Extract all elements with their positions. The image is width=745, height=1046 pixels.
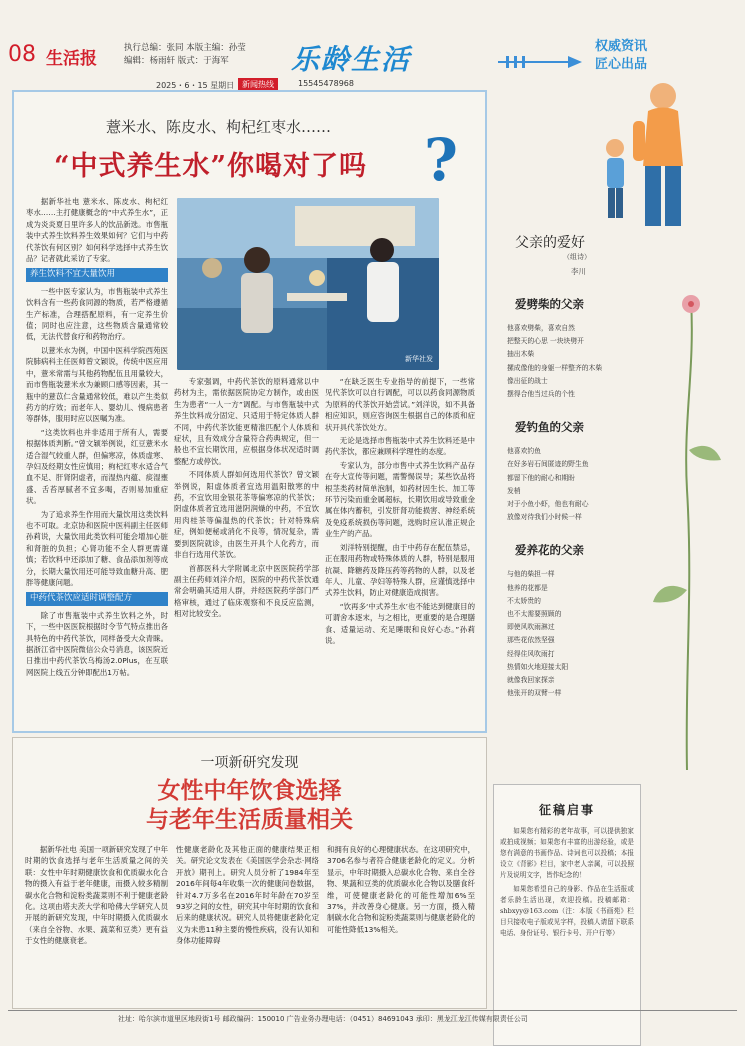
paragraph: 专家认为，部分市售中式养生饮料产品存在夸大宣传等问题，需警惕误导；某些饮品将根茎类药材简单泡制，如药材因生长、加工等环节污染而重金属超标，长期饮用或导致重金属在体内蓄积，引发肝肾功能损害、神经系统及免疫系统损伤等问题，选购时应认准正规企业生产的产品。 xyxy=(325,460,475,539)
bottom-column-3 xyxy=(327,844,475,937)
poem-body xyxy=(507,286,642,700)
brand-line2: 匠心出品 xyxy=(595,57,648,72)
poem-author: 李川 xyxy=(571,267,586,276)
poem-line: 对于小鱼小虾，他也有耐心 xyxy=(507,500,589,509)
right-sidebar xyxy=(493,90,733,1009)
poem-line: 发梢 xyxy=(507,486,521,495)
poem-line: 他养的花都是 xyxy=(507,583,548,592)
poem-line: 他喜欢劈柴，喜欢自然 xyxy=(507,324,575,332)
poem-line: 热情如火地迎接太阳 xyxy=(507,662,569,671)
poem-line: 与他的柴担一样 xyxy=(507,570,555,579)
paper-name: 生活报 xyxy=(46,49,97,69)
poem-line: 抽出木柴 xyxy=(507,350,535,359)
paragraph: 刘洋特别提醒，由于中药存在配伍禁忌，正在服用药物或特殊体质的人群，特别是服用抗凝、降糖药及降压药等药物的人群，以及老年人、儿童、孕妇等特殊人群，应谨慎选择中式养生饮料，防止对健康造成损害。 xyxy=(325,542,475,598)
paragraph: 性健康老龄化及其他正面的健康结果正相关。研究论文发表在《美国医学会杂志·网络开放》期刊上。研究人员分析了1984年至2016年间每4年收集一次的健康问卷数据，针对4.7万多名在2016年时年龄在70岁至93岁之间的女性，研究其中年时期的饮食和后来的健康状况。研究人员将健康老龄化定义为未患11种主要的慢性疾病，没有认知和身体功能障碍 xyxy=(176,845,319,946)
bottom-headline-line1: 女性中年饮食选择 xyxy=(157,777,342,804)
paragraph: 无论是选择市售瓶装中式养生饮料还是中药代茶饮，都应兼顾科学理性的态度。 xyxy=(325,436,475,457)
photo-caption: 新华社发 xyxy=(405,355,433,363)
paragraph: 和拥有良好的心理健康状态。在这项研究中，3706名参与者符合健康老龄化的定义。分析显示，中年时期摄入总碳水化合物、来自全谷物、果蔬和豆类的优质碳水化合物以及膳食纤维，可使健康老龄化的可能性增加6%至37%，并改善身心健康。另一方面，摄入精制碳水化合物和淀粉类蔬菜则与健康老龄化的可能性降低13%相关。 xyxy=(327,845,475,934)
paragraph: 一些中医专家认为，市售瓶装中式养生饮料含有一些药食同源的物质，若严格遵循生产标准，合理搭配原料，有一定养生价值；同时也应注意，这些物质含量通常较低，无法代替食疗和药物治疗。 xyxy=(26,286,168,342)
poem-line: 像出征的战士 xyxy=(507,376,548,385)
poem-line: 经得住风吹雨打 xyxy=(507,649,555,658)
dateline: 2025・6・15 星期日 xyxy=(156,81,235,90)
column-title: 乐龄生活 xyxy=(291,43,412,76)
article-kicker: 薏米水、陈皮水、枸杞红枣水…… xyxy=(106,118,332,136)
credits xyxy=(124,42,246,68)
article-column-1 xyxy=(26,196,168,680)
poem-line: 他喜欢钓鱼 xyxy=(507,447,541,456)
poem-line: 也不太需要照顾的 xyxy=(507,610,562,619)
article-headline: “中式养生水”你喝对了吗 xyxy=(54,151,368,182)
question-mark-graphic: ? xyxy=(424,126,458,194)
bottom-headline xyxy=(13,776,486,834)
flower-illustration xyxy=(647,290,731,770)
page-number: 08 xyxy=(8,42,36,67)
father-child-illustration xyxy=(553,66,733,236)
credits-line2: 编辑：杨雨轩 版式：于海军 xyxy=(124,56,229,66)
paragraph: 不同体质人群如何选用代茶饮？曾文颖举例说，阳虚体质者宜选用温阳散寒的中药，不宜饮用金银花茶等偏寒凉的代茶饮；阴虚体质者宜选用滋阴润燥的中药，不宜饮用肉桂茶等偏温热的代茶饮；针对特殊病症，例如便秘或消化不良等，情况复杂，需要到医院就诊，由医生开具个人化药方，而非自行选用代茶饮。 xyxy=(174,470,319,560)
paragraph: 据新华社电 美国一项新研究发现了中年时期的饮食选择与老年生活质量之间的关联：女性中年时期健康饮食和优质碳水化合物的摄入有益于老年健康，而摄入较多精制碳水化合物和淀粉类蔬菜则不利于健康老龄化。这项由塔夫茨大学和哈佛大学研究人员开展的新研究发现，中年时期摄入优质碳水（来自全谷物、水果、蔬菜和豆类）更有益于女性的健康衰老。 xyxy=(25,845,168,946)
stanza-title: 爱钓鱼的父亲 xyxy=(515,420,584,435)
call-paragraph: 如果您希望自己的身影、作品在生活报或者乐龄生活出现，欢迎投稿。投稿邮箱：shbxyy@163.com（注：本版《书画苑》栏目只接收电子版或见字样，投稿人请留下联系电话、身份证号、银行卡号、开户行等） xyxy=(500,885,634,937)
paragraph: 为了追求养生作用而大量饮用这类饮料也不可取。北京协和医院中医科副主任医师孙莉说，大量饮用此类饮料可能会增加心脏和肾脏的负担；心肾功能不全人群更需谨慎；若饮料中还添加了糖、食品添加剂等成分，长期大量饮用还可能导致血糖升高、肥胖等健康问题。 xyxy=(26,509,168,587)
poem-line: 就像我回家探亲 xyxy=(507,676,555,685)
paragraph: 以薏米水为例，中国中医科学院西苑医院肺病科主任医师曾文颖说，传统中医应用中，薏米常需与其他药物配伍且用量较大，而市售瓶装薏米水为兼顾口感等因素，其一瓶中的薏苡仁含量通常较低，难以产生类似药方的疗效；而老年人、婴幼儿、慢病患者等群体，服用时应以医嘱为准。 xyxy=(26,345,168,424)
paragraph: 专家强调，中药代茶饮的原料通常以中药材为主，需依据医院协定方制作，或由医生为患者“一人一方”调配。与市售瓶装中式养生饮料成分固定、只适用于特定体质人群不同，中药代茶饮能更精准匹配个人体质和症状，且有效成分含量符合药典规定，但一般也不宜长期饮用，应根据身体状况适时调整配方或停饮。 xyxy=(174,377,319,466)
call-title: 征稿启事 xyxy=(538,803,595,817)
poem-line: 他张开的双臂一样 xyxy=(507,689,562,698)
footer-info: 社址：哈尔滨市道里区地段街1号 邮政编码：150010 广告业务办理电话：（0451）84691043 承印：黑龙江龙江传媒有限责任公司 xyxy=(118,1015,528,1023)
section-heading-1: 养生饮料不宜大量饮用 xyxy=(26,268,168,281)
article-column-2 xyxy=(174,376,319,622)
brand-line1: 权威资讯 xyxy=(595,39,648,54)
photo-illustration xyxy=(177,198,439,370)
stanza-title: 爱劈柴的父亲 xyxy=(515,297,584,311)
poem-line: 摆得合他当过兵的个性 xyxy=(507,390,575,399)
bottom-column-2 xyxy=(176,844,319,949)
article-photo xyxy=(177,198,439,370)
bottom-article xyxy=(12,737,487,1009)
call-paragraph: 如果您有精彩的老年故事，可以提供独家或拍成视频；如果您有丰富的出游经验，或是您有满意的书画作品、诗词也可以投稿；本报设立《背影》栏目，家中老人亲属，可以投照片及说明文字，皆作纪念的！ xyxy=(500,827,634,879)
section-heading-2: 中药代茶饮应适时调整配方 xyxy=(26,592,168,605)
poem-line: 即使风吹雨淋过 xyxy=(507,623,555,632)
bottom-column-1 xyxy=(25,844,168,949)
call-for-submissions xyxy=(493,784,641,1046)
poem-title: 父亲的爱好 xyxy=(515,235,585,251)
hotline-number: 15545478968 xyxy=(298,79,354,88)
paragraph: 首都医科大学附属北京中医医院药学部副主任药师刘洋介绍，医院的中药代茶饮通常会明确其适用人群，并经医院药学部门严格审核，通过了临床观察和不良反应监测，相对比较安全。 xyxy=(174,563,319,619)
bottom-kicker: 一项新研究发现 xyxy=(200,755,299,771)
poem-line: 把整天的心思 一块块劈开 xyxy=(507,337,584,346)
article-intro: 据新华社电 薏米水、陈皮水、枸杞红枣水……主打健康概念的“中式养生水”，正成为炎炎夏日里许多人的饮品新选。市售瓶装中式养生饮料养生效果如何？它们与中药代茶饮有何区别？如何科学选择中式养生饮品？记者就此采访了专家。 xyxy=(26,197,168,264)
main-article xyxy=(12,90,487,733)
poem-line: 不太娇贵的 xyxy=(507,596,541,605)
credits-line1: 执行总编：张同 本版主编：孙莹 xyxy=(124,43,246,53)
bottom-headline-line2: 与老年生活质量相关 xyxy=(146,806,353,833)
footer-divider xyxy=(8,1010,737,1011)
paragraph: “在缺乏医生专业指导的前提下，一些常见代茶饮可以自行调配，可以以药食同源物质为原料的代茶饮开始尝试。”刘洋说，如不具备相应知识，则应咨询医生根据自己的体质和症状开具代茶饮处方。 xyxy=(325,377,475,432)
poem-line: 摞成像他的身躯一样整齐的木柴 xyxy=(507,363,603,372)
poem-line: 都留下他的耐心和期盼 xyxy=(507,473,575,482)
article-column-3 xyxy=(325,376,475,648)
hotline-label: 新闻热线 xyxy=(238,78,278,90)
paragraph: “饮再多‘中式养生水’也不能达到健康目的可谓舍本逐末，与之相比，更重要的是合理膳食、适量运动、充足睡眠和良好心态。”孙莉说。 xyxy=(325,601,475,645)
poem-line: 放像对待我们小时候一样 xyxy=(507,513,582,522)
paragraph: “这类饮料也并非适用于所有人，需要根据体质判断。”曾文颖举例说，红豆薏米水适合湿气较重人群，但偏寒凉，体质虚寒、孕妇及经期女性应慎用；枸杞红枣水适合气血不足、肝肾阴虚者，而湿热内蕴、痰湿壅盛、舌苔厚腻者不宜多喝，否则易加重症状。 xyxy=(26,427,168,506)
poem-line: 在好多岩石间匿迹的野生鱼 xyxy=(507,460,589,469)
paragraph: 除了市售瓶装中式养生饮料之外，时下，一些中医医院根据时令节气特点推出各具特色的中药代茶饮，同样备受大众青睐。据浙江省中医院微信公众号消息，该医院近日推出中药代茶饮乌梅汤2.0Plus，在互联网医院上线五分钟即配出1万帖。 xyxy=(26,610,168,677)
poem-genre: （组诗） xyxy=(563,253,591,261)
stanza-title: 爱养花的父亲 xyxy=(515,543,584,558)
poem-line: 那些花依然坚强 xyxy=(507,636,555,645)
